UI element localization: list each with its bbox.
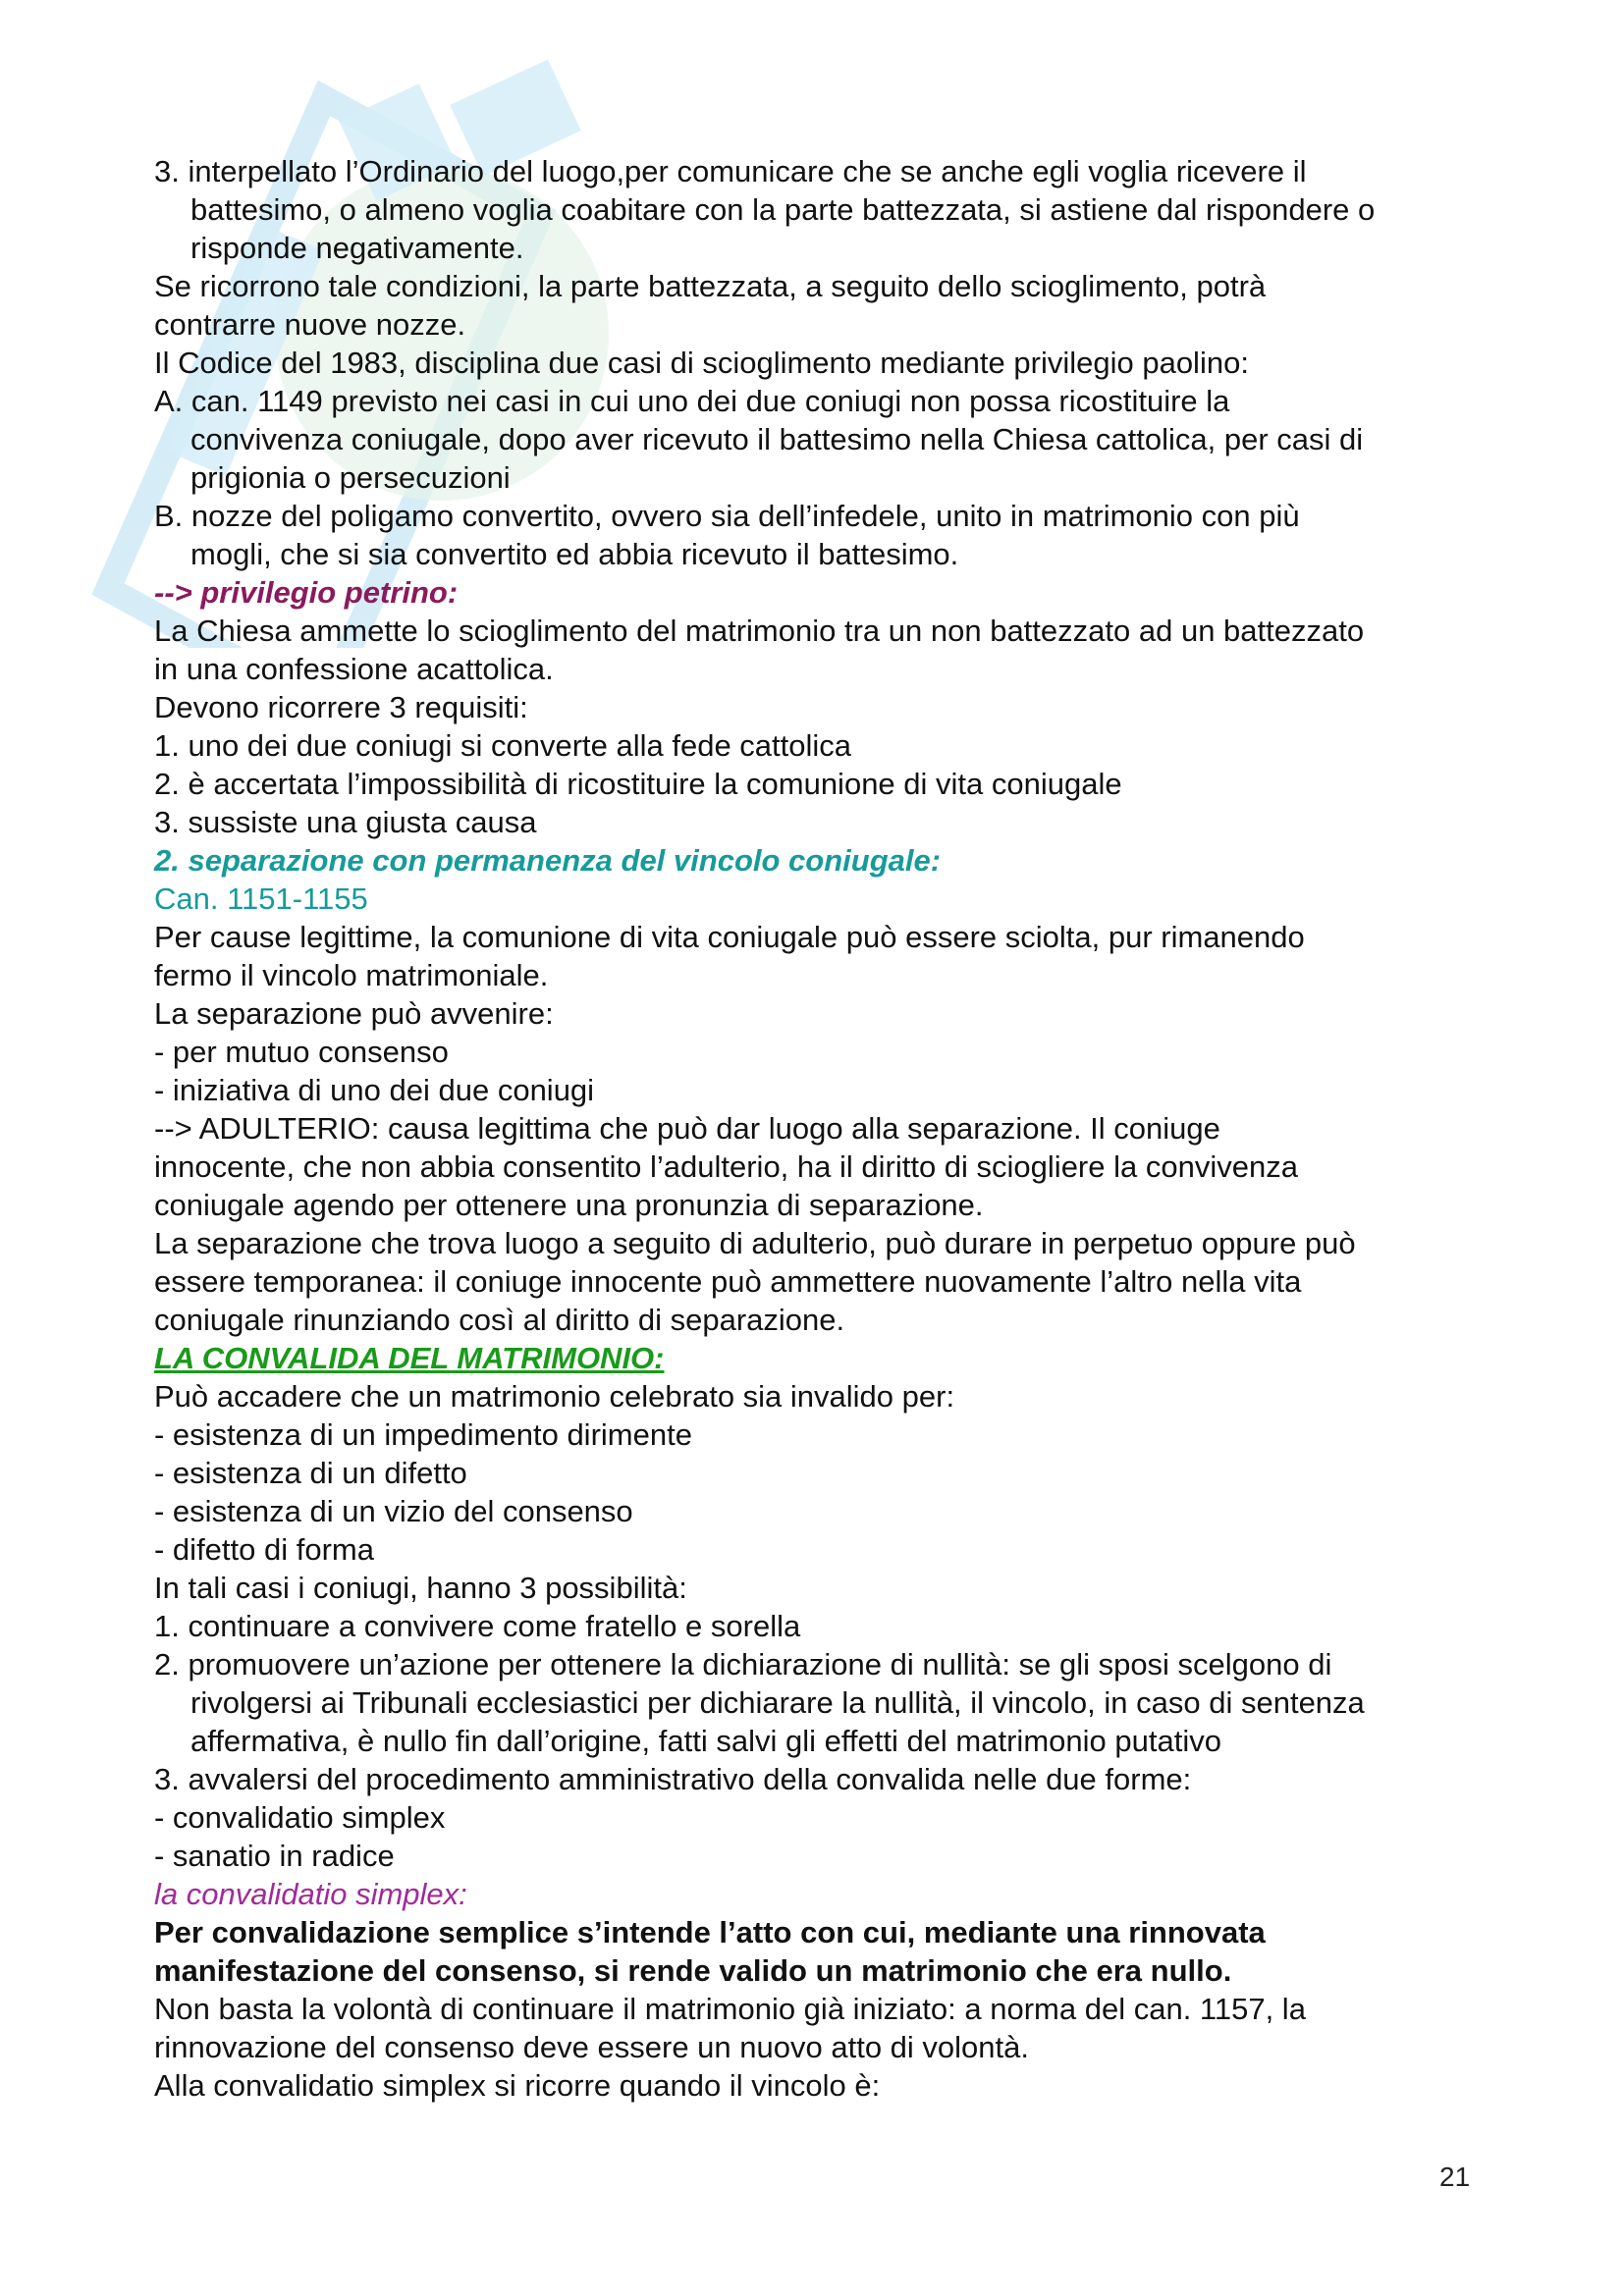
section-heading-convalidatio-simplex: la convalidatio simplex: xyxy=(154,1877,467,1911)
text-line: mogli, che si sia convertito ed abbia ricevuto il battesimo. xyxy=(190,537,959,571)
text-line: rivolgersi ai Tribunali ecclesiastici per dichiarare la nullità, il vincolo, in caso di sentenza xyxy=(190,1685,1365,1720)
text-line: coniugale agendo per ottenere una pronunzia di separazione. xyxy=(154,1188,984,1222)
list-item: 1. continuare a convivere come fratello e sorella xyxy=(154,1609,801,1643)
text-line: Per cause legittime, la comunione di vita coniugale può essere sciolta, pur rimanendo xyxy=(154,920,1305,954)
text-line: risponde negativamente. xyxy=(190,231,524,265)
text-line: In tali casi i coniugi, hanno 3 possibilità: xyxy=(154,1571,687,1605)
text-line: Può accadere che un matrimonio celebrato sia invalido per: xyxy=(154,1379,955,1414)
canon-reference: Can. 1151-1155 xyxy=(154,881,368,916)
text-line: La separazione che trova luogo a seguito di adulterio, può durare in perpetuo oppure può xyxy=(154,1226,1356,1260)
list-item: 3. sussiste una giusta causa xyxy=(154,805,537,839)
list-item: - sanatio in radice xyxy=(154,1839,395,1873)
definition-text: Per convalidazione semplice s’intende l’atto con cui, mediante una rinnovata xyxy=(154,1915,1266,1949)
text-line: Devono ricorrere 3 requisiti: xyxy=(154,690,528,724)
list-item: - esistenza di un difetto xyxy=(154,1456,467,1490)
text-line: battesimo, o almeno voglia coabitare con la parte battezzata, si astiene dal rispondere o xyxy=(190,192,1376,227)
text-line: Il Codice del 1983, disciplina due casi di scioglimento mediante privilegio paolino: xyxy=(154,346,1249,380)
text-line: Se ricorrono tale condizioni, la parte battezzata, a seguito dello scioglimento, potrà xyxy=(154,269,1267,303)
list-item: - per mutuo consenso xyxy=(154,1035,449,1069)
definition-text: manifestazione del consenso, si rende valido un matrimonio che era nullo. xyxy=(154,1953,1232,1988)
text-line: B. nozze del poligamo convertito, ovvero sia dell’infedele, unito in matrimonio con più xyxy=(154,499,1300,533)
text-line: affermativa, è nullo fin dall’origine, fatti salvi gli effetti del matrimonio putativo xyxy=(190,1724,1221,1758)
list-item: 3. avvalersi del procedimento amministrativo della convalida nelle due forme: xyxy=(154,1762,1192,1796)
text-line: rinnovazione del consenso deve essere un nuovo atto di volontà. xyxy=(154,2030,1029,2064)
list-item: - esistenza di un impedimento dirimente xyxy=(154,1417,692,1452)
section-heading-privilegio-petrino: --> privilegio petrino: xyxy=(154,575,459,610)
page-number: 21 xyxy=(1439,2162,1471,2192)
text-line: innocente, che non abbia consentito l’adulterio, ha il diritto di sciogliere la convivenza xyxy=(154,1149,1298,1184)
text-line: coniugale rinunziando così al diritto di separazione. xyxy=(154,1303,845,1337)
text-line: --> ADULTERIO: causa legittima che può dar luogo alla separazione. Il coniuge xyxy=(154,1111,1220,1146)
text-line: essere temporanea: il coniuge innocente può ammettere nuovamente l’altro nella vita xyxy=(154,1264,1302,1299)
text-line: contrarre nuove nozze. xyxy=(154,307,466,342)
text-line: fermo il vincolo matrimoniale. xyxy=(154,958,549,992)
text-line: in una confessione acattolica. xyxy=(154,652,554,686)
list-item: 2. promuovere un’azione per ottenere la dichiarazione di nullità: se gli sposi scelgono di xyxy=(154,1647,1332,1682)
text-line: 3. interpellato l’Ordinario del luogo,per comunicare che se anche egli voglia ricevere il xyxy=(154,154,1307,188)
text-line: convivenza coniugale, dopo aver ricevuto il battesimo nella Chiesa cattolica, per casi di xyxy=(190,422,1364,456)
text-line: La Chiesa ammette lo scioglimento del matrimonio tra un non battezzato ad un battezzato xyxy=(154,614,1365,648)
list-item: - convalidatio simplex xyxy=(154,1800,446,1835)
list-item: - esistenza di un vizio del consenso xyxy=(154,1494,633,1528)
list-item: 1. uno dei due coniugi si converte alla fede cattolica xyxy=(154,728,852,763)
section-heading-convalida: LA CONVALIDA DEL MATRIMONIO: xyxy=(154,1341,665,1375)
text-line: Alla convalidatio simplex si ricorre quando il vincolo è: xyxy=(154,2068,881,2103)
list-item: - difetto di forma xyxy=(154,1532,374,1567)
text-line: Non basta la volontà di continuare il matrimonio già iniziato: a norma del can. 1157, la xyxy=(154,1992,1306,2026)
text-line: La separazione può avvenire: xyxy=(154,996,554,1031)
list-item: - iniziativa di uno dei due coniugi xyxy=(154,1073,595,1107)
text-line: prigionia o persecuzioni xyxy=(190,460,511,495)
document-body xyxy=(154,152,1489,2105)
section-heading-separazione: 2. separazione con permanenza del vincolo coniugale: xyxy=(154,843,942,878)
list-item: 2. è accertata l’impossibilità di ricostituire la comunione di vita coniugale xyxy=(154,767,1122,801)
text-line: A. can. 1149 previsto nei casi in cui uno dei due coniugi non possa ricostituire la xyxy=(154,384,1230,418)
